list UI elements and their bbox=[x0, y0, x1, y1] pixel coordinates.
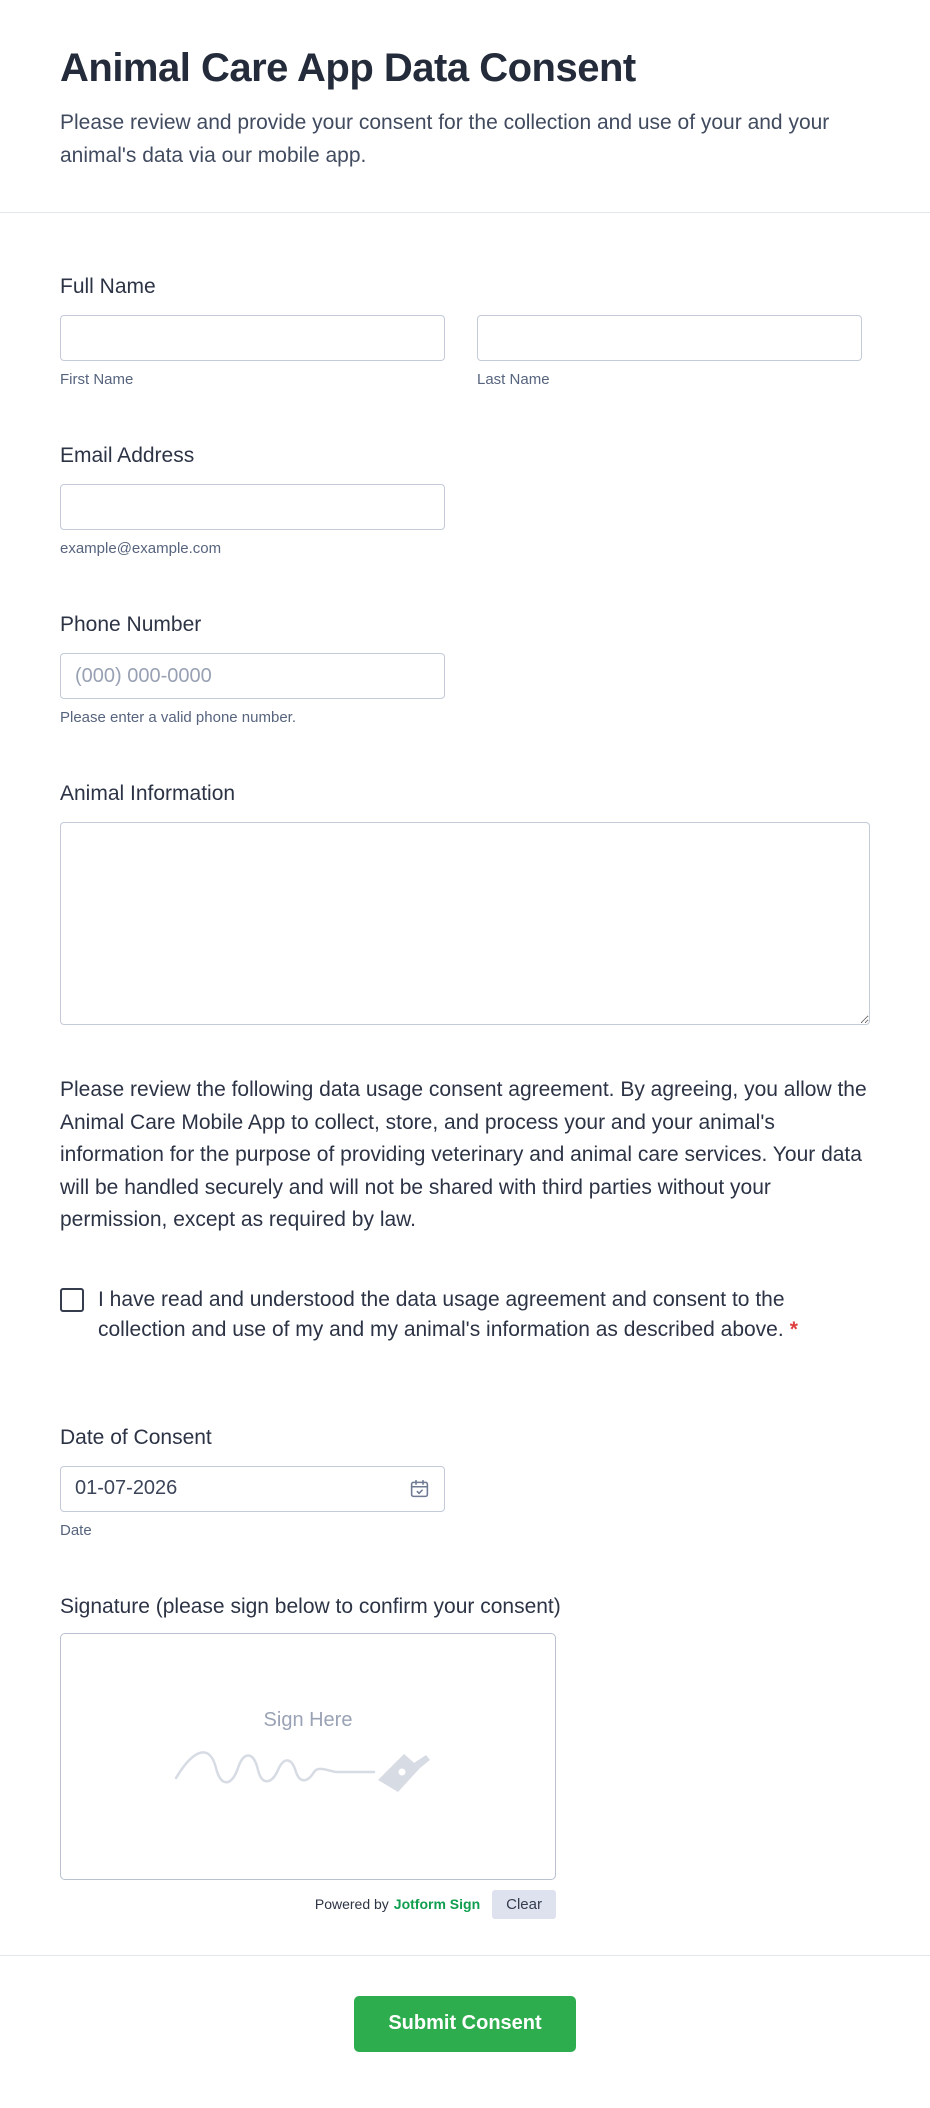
last-name-sublabel: Last Name bbox=[477, 371, 550, 389]
signature-label: Signature (please sign below to confirm your consent) bbox=[60, 1594, 561, 1618]
email-field-wrap bbox=[60, 484, 445, 557]
powered-by-text: Powered by bbox=[314, 1896, 389, 1913]
full-name-row bbox=[60, 315, 870, 388]
full-name-label: Full Name bbox=[60, 275, 156, 299]
consent-checkbox[interactable] bbox=[60, 1288, 84, 1312]
date-value: 01-07-2026 bbox=[75, 1477, 178, 1500]
phone-input[interactable] bbox=[60, 653, 445, 699]
form-subtitle: Please review and provide your consent for the collection and use of your and your animal's data via our mobile app. bbox=[60, 111, 830, 167]
submit-section bbox=[0, 1955, 930, 2108]
sign-here-text: Sign Here bbox=[263, 1709, 353, 1732]
clear-signature-button[interactable]: Clear bbox=[492, 1890, 556, 1919]
question-email bbox=[60, 444, 870, 557]
calendar-icon[interactable] bbox=[409, 1478, 430, 1499]
phone-sublabel: Please enter a valid phone number. bbox=[60, 709, 296, 727]
signature-placeholder-group bbox=[168, 1709, 448, 1803]
email-input[interactable] bbox=[60, 484, 445, 530]
form-header bbox=[0, 0, 930, 212]
signature-squiggle bbox=[168, 1734, 448, 1798]
phone-field-wrap bbox=[60, 653, 445, 726]
date-label: Date of Consent bbox=[60, 1425, 212, 1449]
first-name-input[interactable] bbox=[60, 315, 445, 361]
question-full-name bbox=[60, 275, 870, 388]
question-animal-info bbox=[60, 782, 870, 1030]
question-phone bbox=[60, 613, 870, 726]
question-signature bbox=[60, 1595, 870, 1919]
last-name-field bbox=[477, 315, 862, 388]
date-sublabel: Date bbox=[60, 1521, 92, 1539]
form-body bbox=[0, 213, 930, 1919]
date-input[interactable] bbox=[60, 1466, 445, 1512]
jotform-sign-logo: Jotform Sign bbox=[393, 1896, 481, 1913]
required-asterisk: * bbox=[789, 1318, 798, 1342]
first-name-field bbox=[60, 315, 445, 388]
submit-button[interactable]: Submit Consent bbox=[354, 1996, 576, 2052]
animal-info-label: Animal Information bbox=[60, 782, 236, 806]
question-date bbox=[60, 1426, 870, 1539]
email-label: Email Address bbox=[60, 444, 195, 468]
agreement-text: Please review the following data usage consent agreement. By agreeing, you allow the Animal Care Mobile App to collect, store, and process your and your animal's information for the purpose of providing veterinary and animal care services. Your data will be handled securely and will not be shared with third parties without your permission, except as required by law. bbox=[60, 1078, 867, 1232]
first-name-sublabel: First Name bbox=[60, 371, 134, 389]
consent-checkbox-row[interactable] bbox=[60, 1285, 805, 1346]
animal-info-textarea[interactable] bbox=[60, 822, 870, 1025]
pen-nib-icon bbox=[378, 1754, 430, 1792]
consent-checkbox-label: I have read and understood the data usage agreement and consent to the collection and use of my and my animal's information as described above. bbox=[98, 1287, 785, 1342]
email-sublabel: example@example.com bbox=[60, 540, 222, 558]
page-title: Animal Care App Data Consent bbox=[60, 46, 636, 90]
phone-label: Phone Number bbox=[60, 613, 202, 637]
signature-footer bbox=[60, 1890, 556, 1919]
last-name-input[interactable] bbox=[477, 315, 862, 361]
signature-pad[interactable] bbox=[60, 1633, 556, 1880]
